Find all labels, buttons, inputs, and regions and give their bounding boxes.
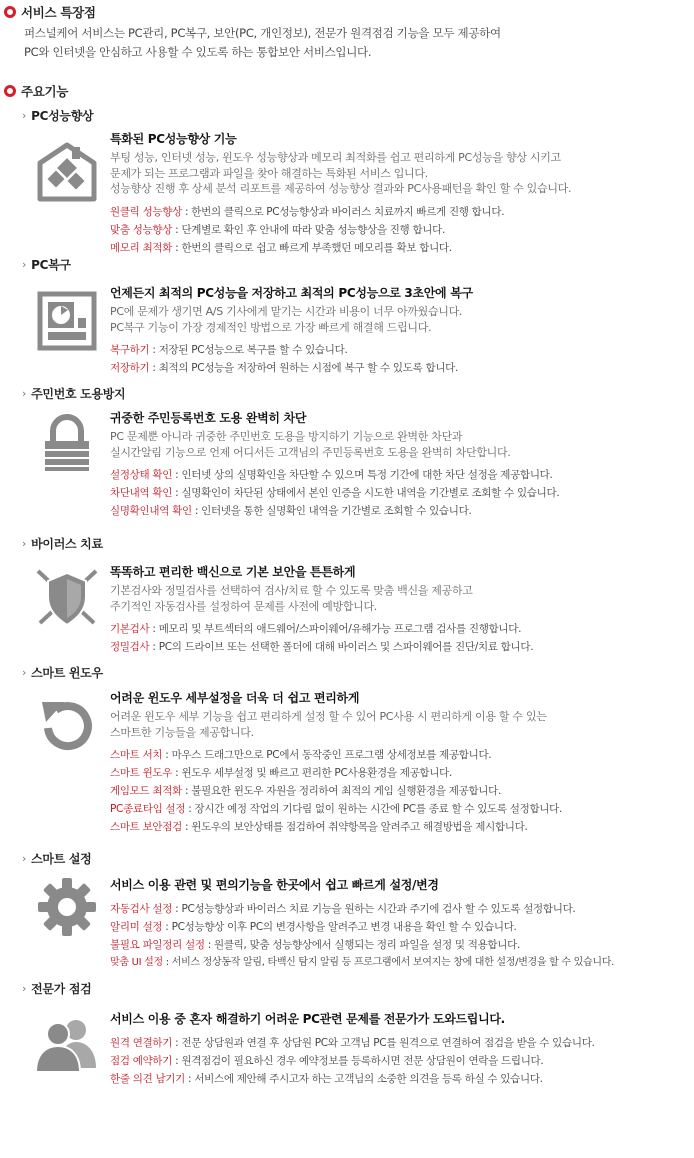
feature-item-label: 한줄 의견 남기기 [110, 1073, 185, 1085]
chevron-right-icon: › [22, 982, 27, 995]
description-line: 어려운 윈도우 세부 기능을 쉽고 편리하게 설정 할 수 있어 PC사용 시 편리하게 이용 할 수 있는 [110, 710, 547, 723]
red-ring-bullet-icon [4, 6, 16, 18]
feature-description [110, 429, 694, 460]
feature-item-label: 자동검사 설정 [110, 903, 173, 915]
feature-item-list [110, 1034, 694, 1088]
feature-item-label: 스마트 서치 [110, 749, 163, 761]
feature-item: 스마트 서치 : 마우스 드래그만으로 PC에서 동작중인 프로그램 상세정보를 제공합니다. [110, 749, 492, 761]
feature-item: 점검 예약하기 : 원격점검이 필요하신 경우 예약정보를 등록하시면 전문 상담원이 연락을 드립니다. [110, 1055, 544, 1067]
feature-item-label: 설정상태 확인 [110, 469, 173, 481]
feature-item-text: 실명확인이 차단된 상태에서 본인 인증을 시도한 내역을 기간별로 조회할 수 있습니다. [181, 487, 560, 499]
feature-item: 맞춤 성능향상 : 단계별로 확인 후 안내에 따라 맞춤 성능향상을 진행 합니다. [110, 223, 446, 236]
feature-item-text: 인터넷을 통한 실명확인 내역을 기간별로 조회할 수 있습니다. [201, 505, 472, 517]
feature-item-label: 메모리 최적화 [110, 241, 173, 254]
feature-item-label: 맞춤 성능향상 [110, 223, 173, 236]
feature-item: 맞춤 UI 설정 : 서비스 정상동작 알림, 타백신 탐지 알림 등 프로그램에서 보여지는 창에 대한 설정/변경을 할 수 있습니다. [110, 957, 614, 968]
feature-header [22, 385, 125, 402]
feature-item-text: 장시간 예정 작업의 기다림 없이 원하는 시간에 PC를 종료 할 수 있도록 설정합니다. [194, 803, 563, 815]
service-intro-line: PC와 인터넷을 안심하고 사용할 수 있도록 하는 통합보안 서비스입니다. [24, 45, 372, 59]
feature-item: 실명확인내역 확인 : 인터넷을 통한 실명확인 내역을 기간별로 조회할 수 있습니다. [110, 505, 472, 517]
feature-subtitle: 똑똑하고 편리한 백신으로 기본 보안을 튼튼하게 [110, 565, 356, 579]
feature-item-label: PC종료타임 설정 [110, 803, 186, 815]
feature-item-text: 인터넷 상의 실명확인을 차단할 수 있으며 특정 기간에 대한 차단 설정을 제공합니다. [181, 469, 553, 481]
feature-item-text: 원격점검이 필요하신 경우 예약정보를 등록하시면 전문 상담원이 연락을 드립니다. [181, 1055, 544, 1067]
feature-title: PC성능향상 [31, 109, 94, 123]
description-line: 성능향상 진행 후 상세 분석 리포트를 제공하여 성능향상 결과와 PC사용패턴을 확인 할 수 있습니다. [110, 182, 572, 195]
feature-item-text: PC성능향상 이후 PC의 변경사항을 알려주고 변경 내용을 확인 할 수 있습니다. [171, 921, 517, 933]
feature-item-text: 마우스 드래그만으로 PC에서 동작중인 프로그램 상세정보를 제공합니다. [171, 749, 492, 761]
feature-description [110, 304, 694, 335]
chevron-right-icon: › [22, 109, 27, 122]
feature-title: PC복구 [31, 258, 71, 272]
feature-item-text: 서비스 정상동작 알림, 타백신 탐지 알림 등 프로그램에서 보여지는 창에 대한 설정/변경을 할 수 있습니다. [171, 957, 614, 968]
feature-item-label: 저장하기 [110, 362, 150, 374]
feature-subtitle: 특화된 PC성능향상 기능 [110, 132, 237, 146]
feature-item-text: 불필요한 윈도우 자원을 정리하여 최적의 게임 실행환경을 제공합니다. [191, 785, 502, 797]
feature-item: 알리미 설정 : PC성능향상 이후 PC의 변경사항을 알려주고 변경 내용을 확인 할 수 있습니다. [110, 921, 517, 933]
feature-title: 주민번호 도용방지 [31, 387, 126, 401]
feature-item: 원격 연결하기 : 전문 상담원과 연결 후 상담원 PC와 고객님 PC를 원격으로 연결하여 점검을 받을 수 있습니다. [110, 1037, 595, 1049]
feature-description [110, 709, 694, 740]
feature-subtitle: 서비스 이용 중 혼자 해결하기 어려운 PC관련 문제를 전문가가 도와드립니다. [110, 1012, 505, 1026]
feature-item: 불필요 파일정리 설정 : 원클릭, 맞춤 성능향상에서 실행되는 정리 파일을 설정 및 적용합니다. [110, 939, 520, 951]
chevron-right-icon: › [22, 537, 27, 550]
feature-subtitle: 어려운 윈도우 세부설정을 더욱 더 쉽고 편리하게 [110, 691, 360, 705]
description-line: PC에 문제가 생기면 A/S 기사에게 맡기는 시간과 비용이 너무 아까웠습니다. [110, 305, 463, 318]
feature-item-label: 스마트 보안점검 [110, 821, 182, 833]
feature-item-text: 메모리 및 부트섹터의 애드웨어/스파이웨어/유해가능 프로그램 검사를 진행합니다. [158, 623, 522, 635]
users-icon [34, 1010, 100, 1076]
feature-item-text: 한번의 클릭으로 PC성능향상과 바이러스 치료까지 빠르게 진행 합니다. [191, 205, 505, 218]
house-diamond-icon [34, 139, 100, 205]
feature-item-list [110, 900, 694, 972]
feature-header [22, 535, 103, 552]
feature-item-label: 복구하기 [110, 344, 150, 356]
feature-item-label: 기본검사 [110, 623, 150, 635]
feature-item: 정밀검사 : PC의 드라이브 또는 선택한 폴더에 대해 바이러스 및 스파이웨어를 진단/치료 합니다. [110, 641, 534, 653]
feature-header [22, 850, 91, 867]
description-line: 기본검사와 정밀검사를 선택하여 검사/치료 할 수 있도록 맞춤 백신을 제공하고 [110, 584, 473, 597]
feature-title: 전문가 점검 [31, 982, 92, 996]
feature-description [110, 583, 694, 614]
feature-item-list [110, 203, 694, 257]
service-title: 서비스 특장점 [21, 5, 96, 20]
feature-item-label: 점검 예약하기 [110, 1055, 173, 1067]
feature-subtitle: 귀중한 주민등록번호 도용 완벽히 차단 [110, 411, 307, 425]
feature-item-text: 단계별로 확인 후 안내에 따라 맞춤 성능향상을 진행 합니다. [181, 223, 446, 236]
feature-item-text: 저장된 PC성능으로 복구를 할 수 있습니다. [158, 344, 348, 356]
feature-item-text: PC의 드라이브 또는 선택한 폴더에 대해 바이러스 및 스파이웨어를 진단/치료 합니다. [158, 641, 534, 653]
feature-item-text: PC성능향상과 바이러스 치료 기능을 원하는 시간과 주기에 검사 할 수 있도록 설정합니다. [181, 903, 576, 915]
feature-body [110, 410, 694, 520]
feature-item: 설정상태 확인 : 인터넷 상의 실명확인을 차단할 수 있으며 특정 기간에 대한 차단 설정을 제공합니다. [110, 469, 553, 481]
feature-item-label: 불필요 파일정리 설정 [110, 939, 205, 951]
feature-item-label: 맞춤 UI 설정 [110, 957, 163, 968]
service-intro [24, 24, 664, 62]
red-ring-bullet-icon [4, 85, 16, 97]
feature-item-text: 최적의 PC성능을 저장하여 원하는 시점에 복구 할 수 있도록 합니다. [158, 362, 459, 374]
feature-title: 스마트 윈도우 [31, 666, 103, 680]
feature-title: 스마트 설정 [31, 852, 92, 866]
feature-item: 스마트 보안점검 : 윈도우의 보안상태를 점검하여 취약항목을 알려주고 해결방법을 제시합니다. [110, 821, 528, 833]
description-line: 부팅 성능, 인터넷 성능, 윈도우 성능향상과 메모리 최적화를 쉽고 편리하게 PC성능을 향상 시키고 [110, 151, 561, 164]
feature-item: 저장하기 : 최적의 PC성능을 저장하여 원하는 시점에 복구 할 수 있도록 합니다. [110, 362, 459, 374]
feature-body [110, 690, 694, 836]
feature-item-text: 한번의 클릭으로 쉽고 빠르게 부족했던 메모리를 확보 합니다. [181, 241, 452, 254]
feature-description [110, 150, 694, 197]
description-line: 실시간알림 기능으로 언제 어디서든 고객님의 주민등록번호 도용을 완벽히 차단합니다. [110, 445, 511, 459]
feature-header [22, 980, 91, 997]
feature-item-text: 윈도우 세부설정 및 빠르고 편리한 PC사용환경을 제공합니다. [181, 767, 452, 779]
feature-body [110, 285, 694, 377]
main-header [4, 82, 68, 100]
description-line: PC복구 기능이 가장 경제적인 방법으로 가장 빠르게 해결해 드립니다. [110, 320, 432, 334]
feature-item-label: 정밀검사 [110, 641, 150, 653]
feature-item-text: 서비스에 제안해 주시고자 하는 고객님의 소중한 의견을 등록 하실 수 있습니다. [194, 1073, 543, 1085]
feature-title: 바이러스 치료 [31, 537, 103, 551]
chevron-right-icon: › [22, 666, 27, 679]
feature-header [22, 664, 103, 681]
feature-item-list [110, 341, 694, 377]
refresh-arrow-icon [34, 692, 100, 758]
feature-body [110, 564, 694, 656]
feature-item-label: 원클릭 성능향상 [110, 205, 182, 218]
gear-icon [34, 874, 100, 940]
description-line: 문제가 되는 프로그램과 파일을 찾아 해결하는 특화된 서비스 입니다. [110, 166, 428, 180]
feature-item-label: 차단내역 확인 [110, 487, 173, 499]
feature-item: 한줄 의견 남기기 : 서비스에 제안해 주시고자 하는 고객님의 소중한 의견을 등록 하실 수 있습니다. [110, 1073, 543, 1085]
description-line: 스마트한 기능들을 제공합니다. [110, 725, 254, 739]
feature-item-list [110, 466, 694, 520]
feature-item-list [110, 746, 694, 836]
feature-item-text: 전문 상담원과 연결 후 상담원 PC와 고객님 PC를 원격으로 연결하여 점검을 받을 수 있습니다. [181, 1037, 595, 1049]
chevron-right-icon: › [22, 258, 27, 271]
shield-swords-icon [34, 565, 100, 631]
feature-item: 게임모드 최적화 : 불필요한 윈도우 자원을 정리하여 최적의 게임 실행환경을 제공합니다. [110, 785, 502, 797]
description-line: PC 문제뿐 아니라 귀중한 주민번호 도용을 방지하기 기능으로 완벽한 차단과 [110, 430, 463, 443]
restore-chart-icon [34, 288, 100, 354]
feature-item: PC종료타임 설정 : 장시간 예정 작업의 기다림 없이 원하는 시간에 PC를 종료 할 수 있도록 설정합니다. [110, 803, 563, 815]
feature-item: 원클릭 성능향상 : 한번의 클릭으로 PC성능향상과 바이러스 치료까지 빠르게 진행 합니다. [110, 205, 505, 218]
feature-item: 메모리 최적화 : 한번의 클릭으로 쉽고 빠르게 부족했던 메모리를 확보 합니다. [110, 241, 452, 254]
feature-item-text: 원클릭, 맞춤 성능향상에서 실행되는 정리 파일을 설정 및 적용합니다. [214, 939, 520, 951]
service-header [4, 3, 96, 21]
feature-item: 자동검사 설정 : PC성능향상과 바이러스 치료 기능을 원하는 시간과 주기에 검사 할 수 있도록 설정합니다. [110, 903, 576, 915]
feature-body [110, 877, 694, 972]
feature-item-label: 원격 연결하기 [110, 1037, 173, 1049]
feature-item-label: 게임모드 최적화 [110, 785, 182, 797]
description-line: 주기적인 자동검사를 설정하여 문제를 사전에 예방합니다. [110, 599, 378, 613]
feature-item: 기본검사 : 메모리 및 부트섹터의 애드웨어/스파이웨어/유해가능 프로그램 검사를 진행합니다. [110, 623, 522, 635]
chevron-right-icon: › [22, 852, 27, 865]
main-title: 주요기능 [21, 84, 69, 99]
feature-item: 차단내역 확인 : 실명확인이 차단된 상태에서 본인 인증을 시도한 내역을 기간별로 조회할 수 있습니다. [110, 487, 560, 499]
chevron-right-icon: › [22, 387, 27, 400]
feature-item: 복구하기 : 저장된 PC성능으로 복구를 할 수 있습니다. [110, 344, 348, 356]
service-intro-line: 퍼스널케어 서비스는 PC관리, PC복구, 보안(PC, 개인정보), 전문가 원격점검 기능을 모두 제공하여 [24, 26, 501, 40]
padlock-icon [34, 411, 100, 477]
feature-subtitle: 서비스 이용 관련 및 편의기능을 한곳에서 쉽고 빠르게 설정/변경 [110, 878, 439, 892]
feature-item-label: 스마트 윈도우 [110, 767, 173, 779]
feature-body [110, 1011, 694, 1088]
feature-item-text: 윈도우의 보안상태를 점검하여 취약항목을 알려주고 해결방법을 제시합니다. [191, 821, 528, 833]
feature-item-label: 알리미 설정 [110, 921, 163, 933]
feature-header [22, 107, 93, 124]
feature-subtitle: 언제든지 최적의 PC성능을 저장하고 최적의 PC성능으로 3초안에 복구 [110, 286, 473, 300]
feature-item-list [110, 620, 694, 656]
feature-item-label: 실명확인내역 확인 [110, 505, 192, 517]
feature-header [22, 256, 71, 273]
feature-body [110, 131, 694, 257]
feature-item: 스마트 윈도우 : 윈도우 세부설정 및 빠르고 편리한 PC사용환경을 제공합니다. [110, 767, 452, 779]
